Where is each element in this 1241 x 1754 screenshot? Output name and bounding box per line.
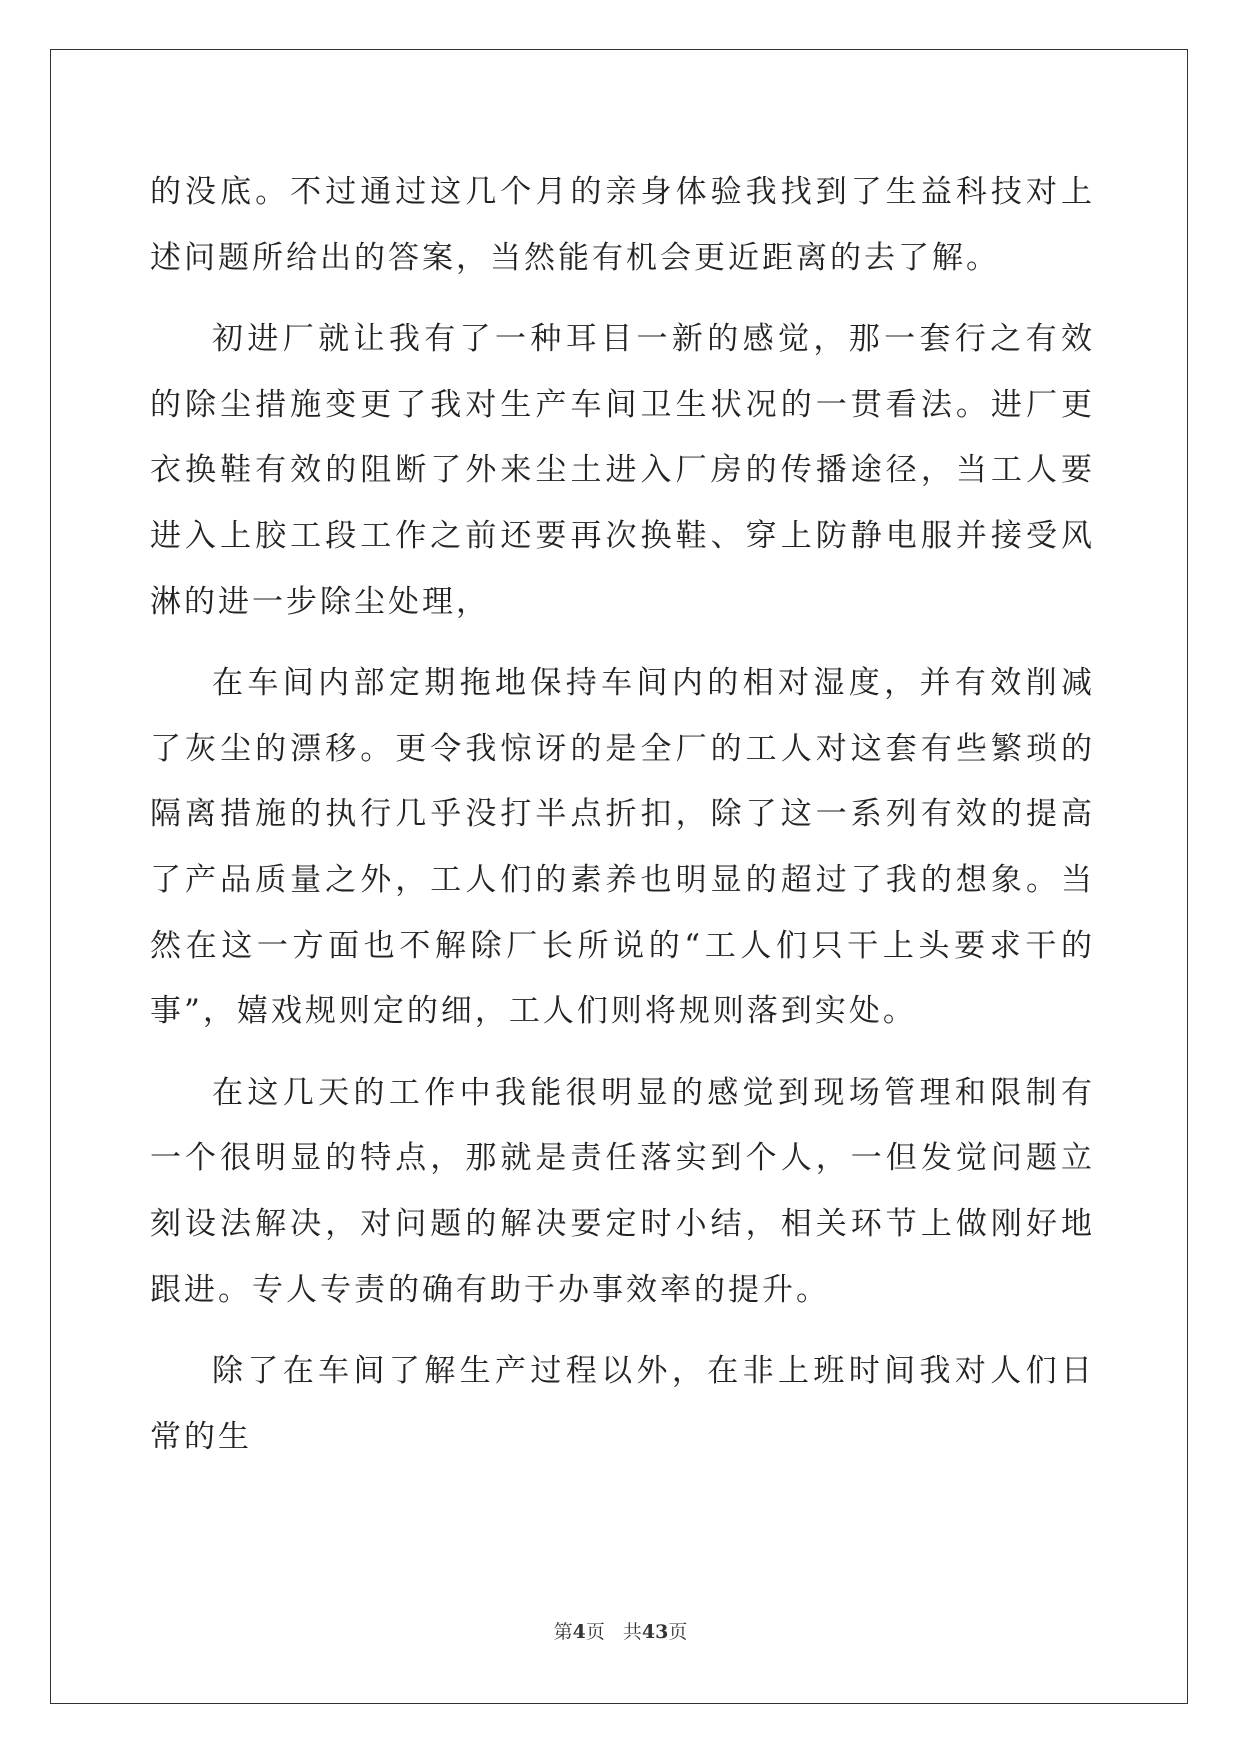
paragraph: 在车间内部定期拖地保持车间内的相对湿度，并有效削减了灰尘的漂移。更令我惊讶的是全厂的工人对这套有些繁琐的隔离措施的执行几乎没打半点折扣，除了这一系列有效的提高了产品质量之外，工人们的素养也明显的超过了我的想象。当然在这一方面也不解除厂长所说的“工人们只干上头要求干的事”，嬉戏规则定的细，工人们则将规则落到实处。 xyxy=(150,665,1095,1030)
total-pages: 43 xyxy=(641,1621,669,1643)
page-prefix: 第 xyxy=(553,1621,573,1643)
total-prefix: 共 xyxy=(622,1621,642,1643)
document-body xyxy=(150,160,1095,1486)
total-suffix: 页 xyxy=(668,1621,688,1643)
paragraph: 的没底。不过通过这几个月的亲身体验我找到了生益科技对上述问题所给出的答案，当然能有机会更近距离的去了解。 xyxy=(150,174,1095,276)
paragraph: 除了在车间了解生产过程以外，在非上班时间我对人们日常的生 xyxy=(150,1353,1095,1455)
paragraph: 初进厂就让我有了一种耳目一新的感觉，那一套行之有效的除尘措施变更了我对生产车间卫生状况的一贯看法。进厂更衣换鞋有效的阻断了外来尘土进入厂房的传播途径，当工人要进入上胶工段工作之前还要再次换鞋、穿上防静电服并接受风淋的进一步除尘处理， xyxy=(150,321,1095,620)
page-footer xyxy=(0,1617,1241,1644)
page-number: 4 xyxy=(572,1621,586,1643)
paragraph: 在这几天的工作中我能很明显的感觉到现场管理和限制有一个很明显的特点，那就是责任落实到个人，一但发觉问题立刻设法解决，对问题的解决要定时小结，相关环节上做刚好地跟进。专人专责的确有助于办事效率的提升。 xyxy=(150,1074,1095,1308)
page-suffix: 页 xyxy=(585,1621,605,1643)
